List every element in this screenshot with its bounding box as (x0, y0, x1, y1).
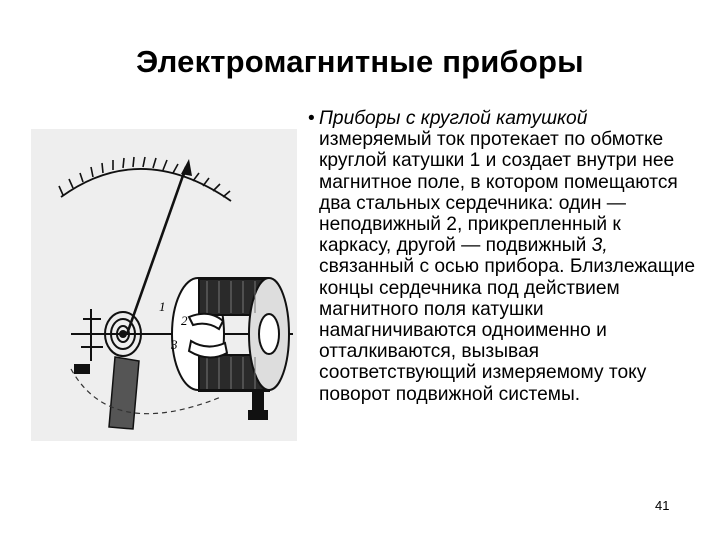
page-number: 41 (655, 498, 670, 513)
spiral-spring (105, 312, 141, 356)
text-number: 3, (591, 235, 608, 257)
bullet-paragraph (308, 108, 698, 405)
label-core-3: 3 (171, 337, 178, 352)
damper-vane (109, 357, 139, 429)
terminal (249, 393, 267, 419)
paragraph-text (319, 108, 698, 405)
bullet-marker: • (308, 108, 315, 129)
scale (59, 157, 231, 201)
instrument-diagram (31, 129, 297, 441)
lead-phrase: Приборы с круглой катушкой (319, 108, 588, 129)
instrument-diagram-svg (31, 129, 297, 441)
text-part-1: измеряемый ток протекает по обмотке круглой катушки 1 и создает внутри нее магнитное поле, в котором помещаются два стальных сердечника: один — неподвижный 2, прикрепленный к каркасу, другой — подвижный (319, 129, 678, 257)
pivot-bracket (75, 309, 103, 373)
text-part-2: связанный с осью прибора. Близлежащие концы сердечника под действием магнитного поля катушки намагничиваются одноименно и отталкиваются, вызывая соответствующий измеряемому току поворот подвижной системы. (319, 256, 696, 405)
label-coil-1: 1 (159, 299, 166, 314)
slide-title: Электромагнитные приборы (136, 44, 584, 79)
label-core-2: 2 (181, 313, 188, 328)
